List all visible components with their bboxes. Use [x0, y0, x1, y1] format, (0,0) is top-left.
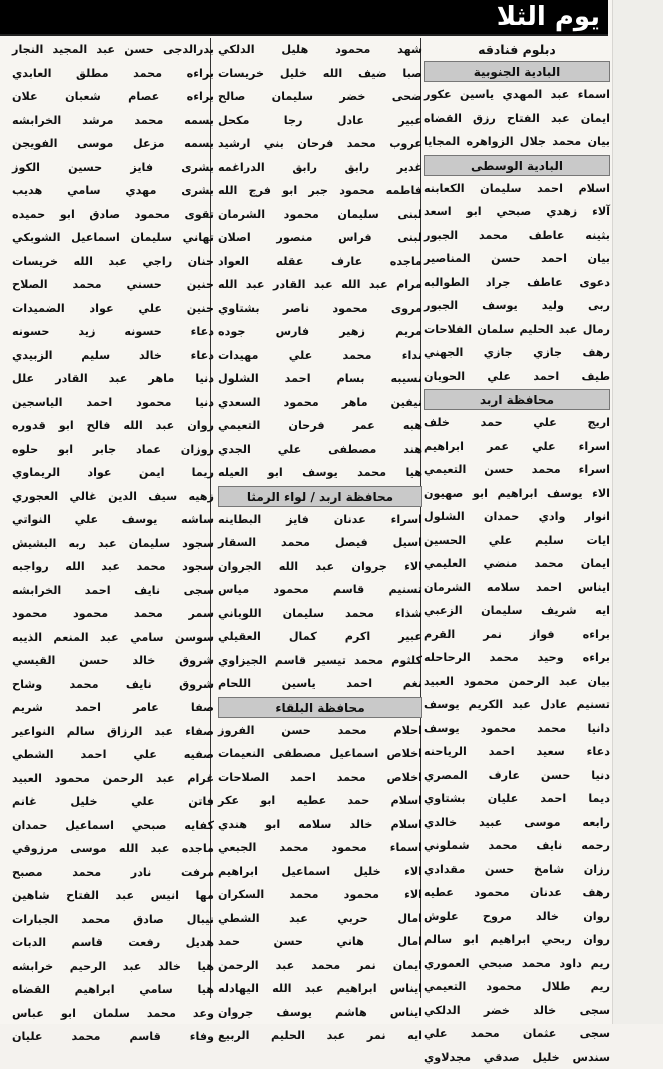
name-entry: سمر محمد محمود محمود [12, 602, 214, 626]
name-entry: ايناس هاشم يوسف جروان [218, 1001, 422, 1025]
name-entry: اسماء محمود محمد الجبعي [218, 836, 422, 860]
name-entry: سجى نايف احمد الخرابشه [12, 579, 214, 603]
name-entry: اسلام احمد سليمان الكعابنه [424, 177, 610, 201]
name-entry: عروب محمد فرحان بني ارشيد [218, 132, 422, 156]
name-entry: ايمان محمد منضي العليمي [424, 552, 610, 576]
name-entry: هند مصطفى علي الجدي [218, 438, 422, 462]
name-entry: بدرالدجى حسن عبد المجيد النجار [12, 38, 214, 62]
name-entry: ايناس ابراهيم عبد الله اليهادله [218, 977, 422, 1001]
name-entry: اخلاص محمد احمد الصلاحات [218, 766, 422, 790]
name-entry: براءه فواز نمر القرم [424, 623, 610, 647]
name-entry: حنين حسني محمد الصلاح [12, 273, 214, 297]
name-entry: شهد محمود هليل الدلكي [218, 38, 422, 62]
name-entry: بيان عبد الرحمن محمود العبيد [424, 670, 610, 694]
section-header: البادية الوسطى [424, 155, 610, 176]
name-entry: امال هاني حسن حمد [218, 930, 422, 954]
name-entry: بشرى مهدي سامي هديب [12, 179, 214, 203]
name-entry: دعاء سعيد احمد الرياحنه [424, 740, 610, 764]
name-entry: وفاء قاسم محمد عليان [12, 1025, 214, 1049]
section-header: البادية الجنوبية [424, 61, 610, 82]
name-entry: لبنى فراس منصور اصلان [218, 226, 422, 250]
results-column-right [424, 38, 610, 998]
name-entry: عبير اكرم كمال العقيلي [218, 625, 422, 649]
name-entry: طيف احمد علي الحويان [424, 365, 610, 389]
name-entry: رابعه موسى عبيد خالدي [424, 811, 610, 835]
name-entry: حنان راجي عبد الله خريسات [12, 250, 214, 274]
name-entry: امال حربي عبد الشطي [218, 907, 422, 931]
name-entry: مروى محمود ناصر بشتاوي [218, 297, 422, 321]
name-entry: فاتن علي خليل غانم [12, 790, 214, 814]
name-entry: روان عبد الله فالح ابو قدوره [12, 414, 214, 438]
name-entry: اسراء علي عمر ابراهيم [424, 435, 610, 459]
section-header: محافظة اربد [424, 389, 610, 410]
name-entry: سوسن سامي عبد المنعم الذيبه [12, 626, 214, 650]
name-entry: ساشه يوسف علي النواتي [12, 508, 214, 532]
name-entry: تهاني سليمان اسماعيل الشوبكي [12, 226, 214, 250]
name-entry: رمال عبد الحليم سلمان الفلاحات [424, 318, 610, 342]
name-entry: مها انيس عبد الفتاح شاهين [12, 884, 214, 908]
name-entry: مريم زهير فارس جوده [218, 320, 422, 344]
name-entry: روان خالد مروح علوش [424, 905, 610, 929]
name-entry: روزان عماد جابر ابو حلوه [12, 438, 214, 462]
name-entry: شروق خالد حسن القيسي [12, 649, 214, 673]
name-entry: تقوى محمود صادق ابو حميده [12, 203, 214, 227]
name-entry: رزان شامخ حسن مقدادي [424, 858, 610, 882]
name-entry: روان ربحي ابراهيم ابو سالم [424, 928, 610, 952]
name-entry: ايمان نمر محمد عبد الرحمن [218, 954, 422, 978]
name-entry: رهف عدنان محمود عطيه [424, 881, 610, 905]
name-entry: دعوى عاطف جراد الطوالبه [424, 271, 610, 295]
name-entry: نداء محمد علي مهيدات [218, 344, 422, 368]
name-entry: سجى عثمان محمد علي [424, 1022, 610, 1046]
name-entry: وعد محمد سلمان ابو عباس [12, 1002, 214, 1026]
name-entry: سجى خالد خضر الدلكي [424, 999, 610, 1023]
name-entry: سندس خليل صدقي مجدلاوي [424, 1046, 610, 1069]
results-columns [6, 38, 610, 998]
name-entry: شذاء محمد سليمان اللوباني [218, 602, 422, 626]
name-entry: اسلام خالد سلامه ابو هندي [218, 813, 422, 837]
name-entry: ضحى خضر سليمان صالح [218, 85, 422, 109]
results-column-middle [218, 38, 422, 998]
name-entry: دنيا ماهر عبد القادر علل [12, 367, 214, 391]
name-entry: اريج علي حمد خلف [424, 411, 610, 435]
name-entry: رهف جازي جازي الجهني [424, 341, 610, 365]
name-entry: ايمان عبد الفتاح رزق القضاه [424, 107, 610, 131]
name-entry: غدير رابق رابق الدراغمه [218, 156, 422, 180]
name-entry: اسيل فيصل محمد السقار [218, 531, 422, 555]
name-entry: الاء جروان عبد الله الجروان [218, 555, 422, 579]
name-entry: ريما ايمن عواد الريماوي [12, 461, 214, 485]
name-entry: اسلام حمد عطيه ابو عكر [218, 789, 422, 813]
name-entry: الاء محمود محمد السكران [218, 883, 422, 907]
name-entry: تسنيم قاسم محمود مياس [218, 578, 422, 602]
masthead-title: يوم الثلا [497, 1, 600, 33]
name-entry: بثينه عاطف محمد الجبور [424, 224, 610, 248]
name-entry: ربى وليد يوسف الجبور [424, 294, 610, 318]
name-entry: الاء يوسف ابراهيم ابو صهيون [424, 482, 610, 506]
name-entry: سجود محمد عبد الله رواجبه [12, 555, 214, 579]
name-entry: اخلاص اسماعيل مصطفى النعيمات [218, 742, 422, 766]
name-entry: هديل رفعت قاسم الدبات [12, 931, 214, 955]
name-entry: ريم داود محمد صبحي العموري [424, 952, 610, 976]
name-entry: فاطمه محمود جبر ابو فرج الله [218, 179, 422, 203]
name-entry: صبا ضيف الله خليل خريسات [218, 62, 422, 86]
name-entry: نغم احمد ياسين اللحام [218, 672, 422, 696]
name-entry: عبير عادل رجا مكحل [218, 109, 422, 133]
name-entry: دنيا محمود احمد الياسجين [12, 391, 214, 415]
name-entry: سجود سليمان عبد ربه البشيش [12, 532, 214, 556]
name-entry: انوار وادي حمدان الشلول [424, 505, 610, 529]
section-header: دبلوم فنادقه [424, 39, 610, 60]
name-entry: هيا محمد يوسف ابو العيله [218, 461, 422, 485]
name-entry: ايناس احمد سلامه الشرمان [424, 576, 610, 600]
name-entry: براءه عصام شعبان علان [12, 85, 214, 109]
name-entry: بسمه محمد مرشد الخرابشه [12, 109, 214, 133]
name-entry: صفاء عبد الرزاق سالم النواعير [12, 720, 214, 744]
name-entry: الاء خليل اسماعيل ابراهيم [218, 860, 422, 884]
name-entry: بيان محمد جلال الزواهره المجايا [424, 130, 610, 154]
name-entry: براءه وحيد محمد الرحاحله [424, 646, 610, 670]
name-entry: ريم طلال محمود التعيمي [424, 975, 610, 999]
name-entry: هيا سامي ابراهيم القضاه [12, 978, 214, 1002]
name-entry: نيفين ماهر محمود السعدي [218, 391, 422, 415]
name-entry: شروق نايف محمد وشاح [12, 673, 214, 697]
name-entry: نسيبه بسام احمد الشلول [218, 367, 422, 391]
page-edge-strip [612, 0, 663, 1024]
name-entry: بشرى فايز حسين الكوز [12, 156, 214, 180]
name-entry: ايات سليم علي الحسين [424, 529, 610, 553]
name-entry: صفا عامر احمد شريم [12, 696, 214, 720]
name-entry: كلثوم محمد تيسير قاسم الجيزاوي [218, 649, 422, 673]
name-entry: اسراء محمد حسن التعيمي [424, 458, 610, 482]
name-entry: لبنى سليمان محمود الشرمان [218, 203, 422, 227]
name-entry: مرام عبد الله عبد القادر عبد الله [218, 273, 422, 297]
name-entry: اسماء عبد المهدي ياسين عكور [424, 83, 610, 107]
name-entry: هبه عمر فرحان التعيمي [218, 414, 422, 438]
section-header: محافظة اربد / لواء الرمثا [218, 486, 422, 507]
name-entry: دعاء حسونه زيد حسونه [12, 320, 214, 344]
name-entry: ماجده عارف عقله العواد [218, 250, 422, 274]
name-entry: احلام محمد حسن الفروز [218, 719, 422, 743]
name-entry: حنين علي عواد الضميدات [12, 297, 214, 321]
name-entry: دنيا حسن عارف المصري [424, 764, 610, 788]
section-header: محافظة البلقاء [218, 697, 422, 718]
name-entry: كفايه صبحي اسماعيل حمدان [12, 814, 214, 838]
results-column-left [12, 38, 214, 998]
name-entry: رحمه نايف محمد شملوني [424, 834, 610, 858]
name-entry: ايه نمر عبد الحليم الربيع [218, 1024, 422, 1048]
name-entry: زهيه سيف الدين غالي العجوري [12, 485, 214, 509]
name-entry: ايه شريف سليمان الزعبي [424, 599, 610, 623]
name-entry: دانيا محمد محمود يوسف [424, 717, 610, 741]
name-entry: نيبال صادق محمد الجبارات [12, 908, 214, 932]
name-entry: بسمه مزعل موسى الفويجن [12, 132, 214, 156]
name-entry: تسنيم عادل عبد الكريم يوسف [424, 693, 610, 717]
name-entry: هيا خالد عبد الرحيم خرابشه [12, 955, 214, 979]
name-entry: ديما احمد عليان بشتاوي [424, 787, 610, 811]
masthead-bar [0, 0, 608, 36]
name-entry: اسراء عدنان فايز البطاينه [218, 508, 422, 532]
name-entry: آلاء زهدي صبحي ابو اسعد [424, 200, 610, 224]
name-entry: ماجده عبد الله موسى مرزوقي [12, 837, 214, 861]
name-entry: صفيه علي احمد الشطي [12, 743, 214, 767]
name-entry: غرام عبد الرحمن محمود العبيد [12, 767, 214, 791]
name-entry: مرفت نادر محمد مصبح [12, 861, 214, 885]
name-entry: بيان احمد حسن المناصير [424, 247, 610, 271]
name-entry: دعاء خالد سليم الزبيدي [12, 344, 214, 368]
name-entry: براءه محمد مطلق العابدي [12, 62, 214, 86]
